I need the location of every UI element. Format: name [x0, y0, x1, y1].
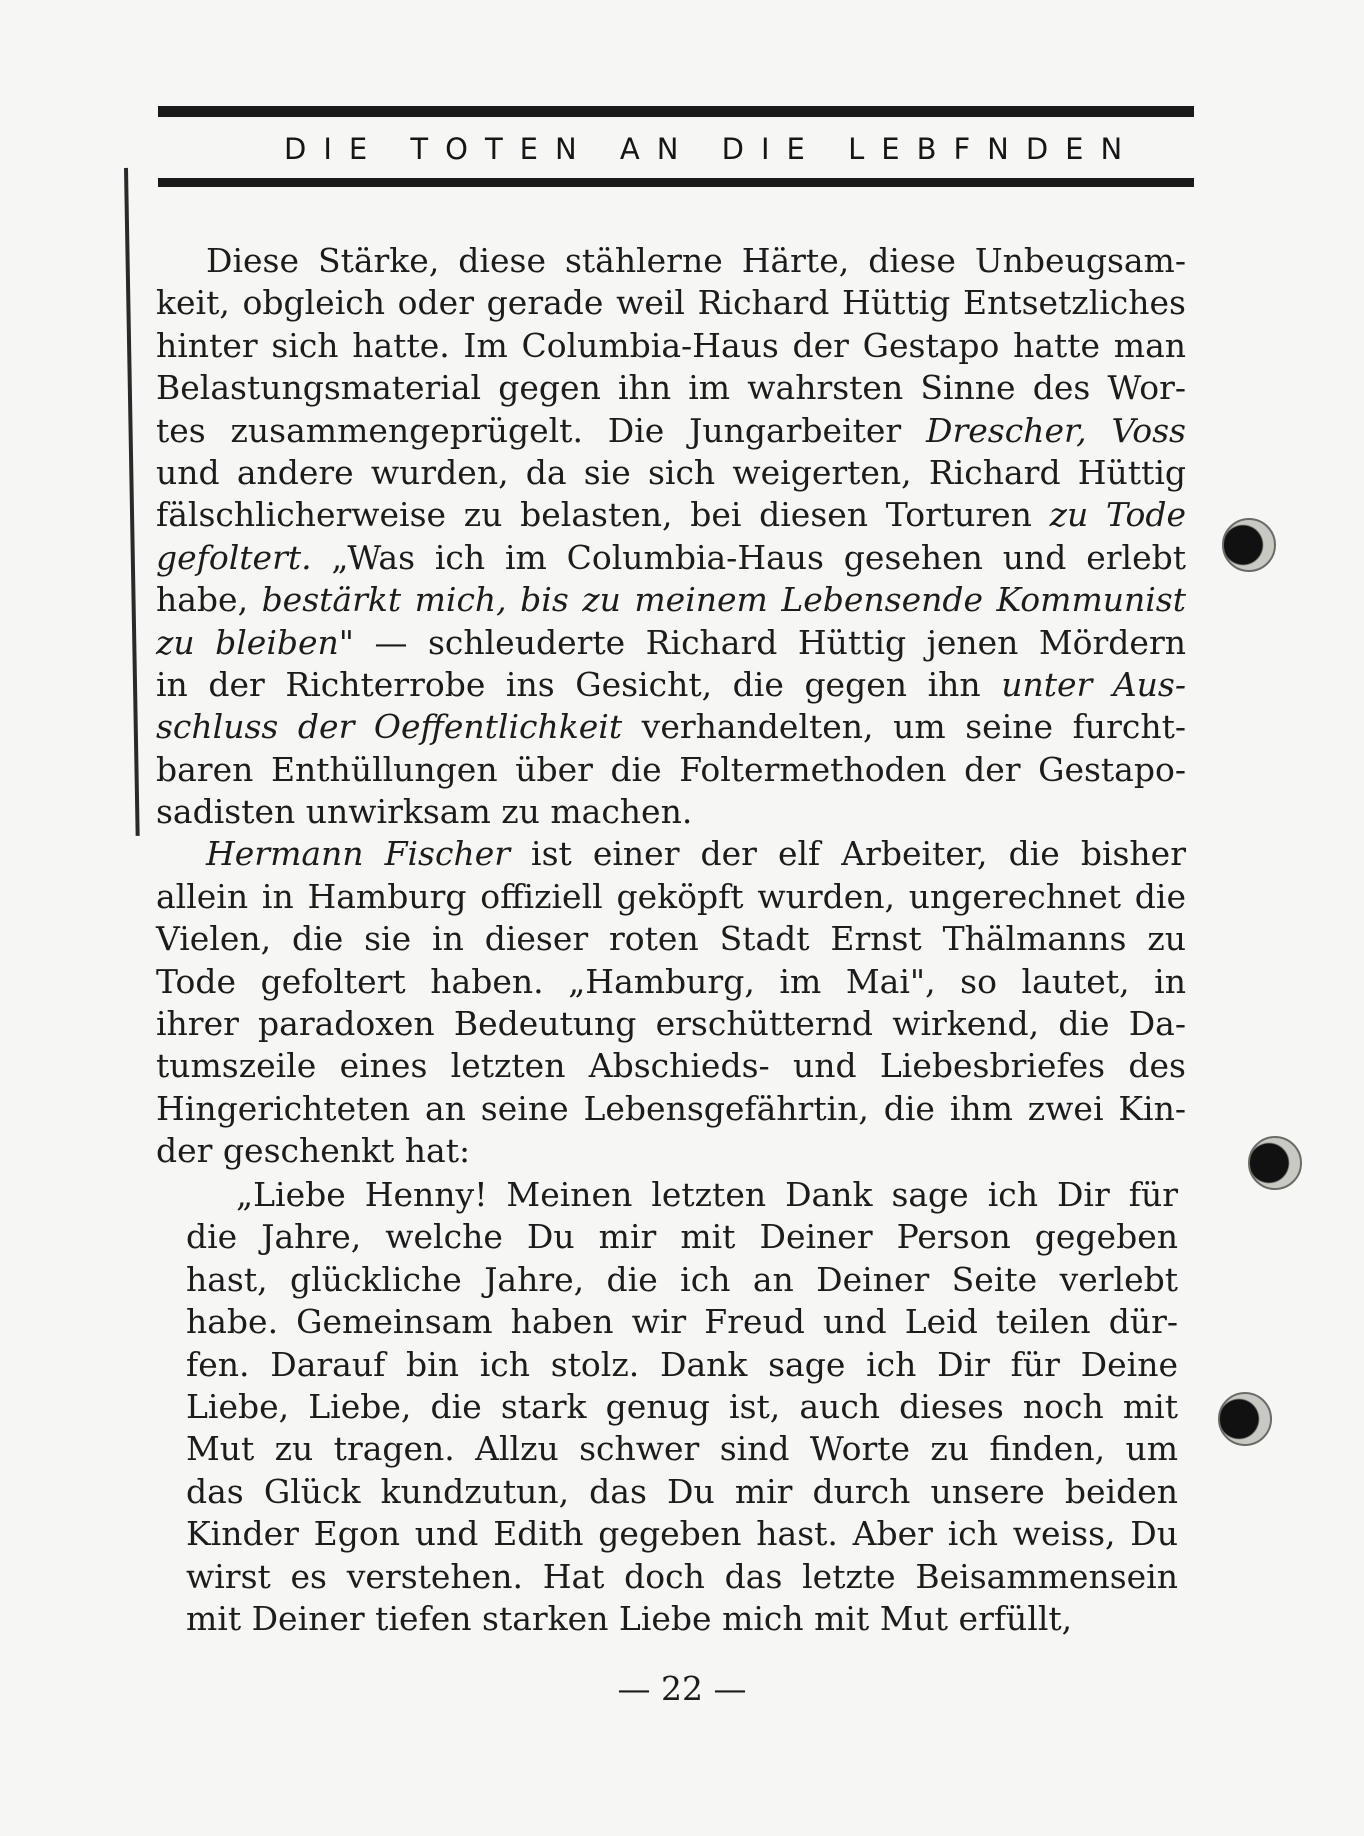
letter-line: die Jahre, welche Du mir mit Deiner Person gegeben	[186, 1217, 1178, 1257]
margin-mark-line	[124, 168, 140, 836]
punch-hole-2	[1248, 1136, 1302, 1190]
paragraph1-line: in der Richterrobe ins Gesicht, die gegen ihn unter Aus-	[156, 664, 1187, 704]
paragraph2-line: Hingerichteten an seine Lebensgefährtin, die ihm zwei Kin-	[156, 1088, 1186, 1128]
letter-line: fen. Darauf bin ich stolz. Dank sage ich Dir für Deine	[186, 1344, 1178, 1384]
paragraph1-line: habe, bestärkt mich, bis zu meinem Lebensende Kommunist	[156, 580, 1187, 620]
paragraph2-line: Tode gefoltert haben. „Hamburg, im Mai", so lautet, in	[156, 961, 1186, 1001]
letter-line: habe. Gemeinsam haben wir Freud und Leid teilen dür-	[186, 1302, 1178, 1342]
paragraph2-line: tumszeile eines letzten Abschieds- und Liebesbriefes des	[156, 1046, 1186, 1086]
paragraph1-line: tes zusammengeprügelt. Die Jungarbeiter Drescher, Voss	[156, 410, 1186, 450]
page-number: — 22 —	[617, 1669, 747, 1708]
paragraph2-line: Hermann Fischer ist einer der elf Arbeiter, die bisher	[206, 834, 1186, 874]
letter-line: Liebe, Liebe, die stark genug ist, auch dieses noch mit	[186, 1386, 1178, 1426]
letter-line: wirst es verstehen. Hat doch das letzte Beisammensein	[186, 1556, 1178, 1596]
paragraph2-line: ihrer paradoxen Bedeutung erschütternd wirkend, die Da-	[156, 1004, 1186, 1044]
paragraph2-line: Vielen, die sie in dieser roten Stadt Ernst Thälmanns zu	[156, 919, 1186, 959]
letter-line: das Glück kundzutun, das Du mir durch unsere beiden	[186, 1471, 1178, 1511]
paragraph1-line: und andere wurden, da sie sich weigerten, Richard Hüttig	[156, 452, 1186, 492]
letter-line: „Liebe Henny! Meinen letzten Dank sage ich Dir für	[236, 1175, 1178, 1214]
letter-line: hast, glückliche Jahre, die ich an Deiner Seite verlebt	[186, 1259, 1178, 1299]
paragraph1-line: baren Enthüllungen über die Foltermethoden der Gestapo-	[156, 749, 1186, 789]
paragraph1-line: fälschlicherweise zu belasten, bei diesen Torturen zu Tode	[156, 495, 1186, 535]
header-rule-top	[158, 106, 1194, 117]
paragraph1-line: gefoltert. „Was ich im Columbia-Haus gesehen und erlebt	[156, 537, 1186, 577]
quoted-letter	[186, 1174, 1178, 1640]
header-rule-bottom	[158, 178, 1194, 187]
paragraph1-line: schluss der Oeffentlichkeit verhandelten, um seine furcht-	[156, 707, 1186, 747]
body-text	[156, 240, 1186, 1173]
paragraph1-line: Belastungsmaterial gegen ihn im wahrsten Sinne des Wor-	[156, 368, 1186, 408]
running-head: DIE TOTEN AN DIE LEBFNDEN	[284, 132, 1140, 166]
paragraph2-line: allein in Hamburg offiziell geköpft wurden, ungerechnet die	[156, 876, 1186, 916]
letter-line: Mut zu tragen. Allzu schwer sind Worte zu finden, um	[186, 1429, 1178, 1469]
paragraph1-line: hinter sich hatte. Im Columbia-Haus der Gestapo hatte man	[156, 325, 1186, 365]
punch-hole-3	[1218, 1392, 1272, 1446]
paragraph1-line: zu bleiben" — schleuderte Richard Hüttig jenen Mördern	[156, 622, 1186, 662]
paragraph1-line: Diese Stärke, diese stählerne Härte, diese Unbeugsam-	[206, 241, 1186, 280]
paragraph1-line: keit, obgleich oder gerade weil Richard Hüttig Entsetzliches	[156, 283, 1186, 323]
paragraph1-line: sadisten unwirksam zu machen.	[156, 792, 693, 832]
punch-hole-1	[1222, 518, 1276, 572]
letter-line: Kinder Egon und Edith gegeben hast. Aber ich weiss, Du	[186, 1514, 1178, 1554]
paragraph2-line: der geschenkt hat:	[156, 1131, 471, 1171]
paragraph-2	[156, 833, 1186, 1172]
paragraph-1	[156, 240, 1186, 833]
letter-line: mit Deiner tiefen starken Liebe mich mit Mut erfüllt,	[186, 1598, 1073, 1638]
